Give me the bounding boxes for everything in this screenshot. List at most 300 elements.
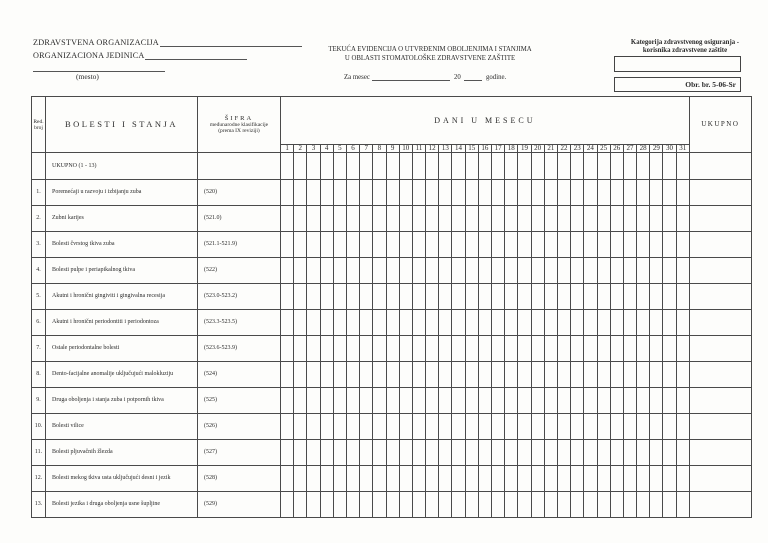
day-entry-cell[interactable]: [544, 284, 557, 310]
day-entry-cell[interactable]: [676, 388, 689, 414]
day-entry-cell[interactable]: [426, 206, 439, 232]
day-entry-cell[interactable]: [281, 362, 294, 388]
day-entry-cell[interactable]: [571, 284, 584, 310]
day-entry-cell[interactable]: [465, 440, 478, 466]
day-entry-cell[interactable]: [597, 153, 610, 180]
row-total-cell[interactable]: [689, 153, 751, 180]
day-entry-cell[interactable]: [584, 258, 597, 284]
day-entry-cell[interactable]: [676, 153, 689, 180]
day-entry-cell[interactable]: [557, 388, 570, 414]
day-entry-cell[interactable]: [597, 440, 610, 466]
day-entry-cell[interactable]: [439, 206, 452, 232]
day-entry-cell[interactable]: [373, 310, 386, 336]
day-entry-cell[interactable]: [531, 440, 544, 466]
day-entry-cell[interactable]: [557, 414, 570, 440]
day-entry-cell[interactable]: [399, 362, 412, 388]
day-entry-cell[interactable]: [663, 466, 676, 492]
day-entry-cell[interactable]: [650, 153, 663, 180]
day-entry-cell[interactable]: [399, 232, 412, 258]
day-entry-cell[interactable]: [320, 310, 333, 336]
day-entry-cell[interactable]: [531, 284, 544, 310]
day-entry-cell[interactable]: [412, 232, 425, 258]
day-entry-cell[interactable]: [333, 362, 346, 388]
day-entry-cell[interactable]: [544, 232, 557, 258]
day-entry-cell[interactable]: [307, 310, 320, 336]
day-entry-cell[interactable]: [637, 336, 650, 362]
day-entry-cell[interactable]: [452, 284, 465, 310]
place-line[interactable]: [33, 71, 165, 72]
day-entry-cell[interactable]: [399, 153, 412, 180]
day-entry-cell[interactable]: [465, 284, 478, 310]
day-entry-cell[interactable]: [373, 232, 386, 258]
day-entry-cell[interactable]: [478, 153, 491, 180]
day-entry-cell[interactable]: [478, 440, 491, 466]
day-entry-cell[interactable]: [399, 466, 412, 492]
day-entry-cell[interactable]: [571, 466, 584, 492]
day-entry-cell[interactable]: [557, 258, 570, 284]
day-entry-cell[interactable]: [439, 336, 452, 362]
day-entry-cell[interactable]: [346, 362, 359, 388]
day-entry-cell[interactable]: [505, 258, 518, 284]
day-entry-cell[interactable]: [333, 258, 346, 284]
day-entry-cell[interactable]: [584, 440, 597, 466]
day-entry-cell[interactable]: [518, 310, 531, 336]
row-total-cell[interactable]: [689, 206, 751, 232]
day-entry-cell[interactable]: [597, 492, 610, 518]
day-entry-cell[interactable]: [505, 362, 518, 388]
day-entry-cell[interactable]: [452, 258, 465, 284]
day-entry-cell[interactable]: [623, 258, 636, 284]
day-entry-cell[interactable]: [610, 362, 623, 388]
day-entry-cell[interactable]: [492, 336, 505, 362]
month-line[interactable]: [372, 80, 450, 81]
day-entry-cell[interactable]: [307, 362, 320, 388]
day-entry-cell[interactable]: [584, 284, 597, 310]
unit-line[interactable]: [145, 59, 247, 60]
day-entry-cell[interactable]: [360, 362, 373, 388]
day-entry-cell[interactable]: [439, 492, 452, 518]
day-entry-cell[interactable]: [307, 206, 320, 232]
day-entry-cell[interactable]: [426, 180, 439, 206]
day-entry-cell[interactable]: [610, 153, 623, 180]
day-entry-cell[interactable]: [452, 414, 465, 440]
day-entry-cell[interactable]: [623, 284, 636, 310]
day-entry-cell[interactable]: [478, 284, 491, 310]
row-total-cell[interactable]: [689, 284, 751, 310]
day-entry-cell[interactable]: [478, 232, 491, 258]
day-entry-cell[interactable]: [557, 310, 570, 336]
day-entry-cell[interactable]: [360, 492, 373, 518]
day-entry-cell[interactable]: [650, 492, 663, 518]
day-entry-cell[interactable]: [373, 388, 386, 414]
day-entry-cell[interactable]: [610, 336, 623, 362]
day-entry-cell[interactable]: [544, 466, 557, 492]
day-entry-cell[interactable]: [346, 180, 359, 206]
day-entry-cell[interactable]: [623, 388, 636, 414]
day-entry-cell[interactable]: [386, 284, 399, 310]
day-entry-cell[interactable]: [637, 466, 650, 492]
day-entry-cell[interactable]: [399, 414, 412, 440]
day-entry-cell[interactable]: [676, 336, 689, 362]
day-entry-cell[interactable]: [294, 180, 307, 206]
day-entry-cell[interactable]: [623, 492, 636, 518]
day-entry-cell[interactable]: [676, 284, 689, 310]
day-entry-cell[interactable]: [426, 310, 439, 336]
day-entry-cell[interactable]: [452, 336, 465, 362]
day-entry-cell[interactable]: [492, 466, 505, 492]
day-entry-cell[interactable]: [294, 388, 307, 414]
day-entry-cell[interactable]: [386, 232, 399, 258]
day-entry-cell[interactable]: [360, 153, 373, 180]
day-entry-cell[interactable]: [663, 180, 676, 206]
day-entry-cell[interactable]: [373, 284, 386, 310]
day-entry-cell[interactable]: [294, 362, 307, 388]
day-entry-cell[interactable]: [505, 466, 518, 492]
day-entry-cell[interactable]: [505, 180, 518, 206]
day-entry-cell[interactable]: [676, 180, 689, 206]
day-entry-cell[interactable]: [281, 153, 294, 180]
day-entry-cell[interactable]: [637, 310, 650, 336]
day-entry-cell[interactable]: [531, 180, 544, 206]
day-entry-cell[interactable]: [571, 232, 584, 258]
row-total-cell[interactable]: [689, 414, 751, 440]
day-entry-cell[interactable]: [663, 388, 676, 414]
day-entry-cell[interactable]: [637, 388, 650, 414]
day-entry-cell[interactable]: [465, 206, 478, 232]
day-entry-cell[interactable]: [399, 258, 412, 284]
day-entry-cell[interactable]: [294, 206, 307, 232]
day-entry-cell[interactable]: [320, 414, 333, 440]
day-entry-cell[interactable]: [571, 206, 584, 232]
day-entry-cell[interactable]: [610, 466, 623, 492]
day-entry-cell[interactable]: [333, 440, 346, 466]
day-entry-cell[interactable]: [373, 206, 386, 232]
day-entry-cell[interactable]: [373, 414, 386, 440]
day-entry-cell[interactable]: [610, 180, 623, 206]
day-entry-cell[interactable]: [637, 258, 650, 284]
day-entry-cell[interactable]: [373, 492, 386, 518]
day-entry-cell[interactable]: [557, 440, 570, 466]
day-entry-cell[interactable]: [544, 206, 557, 232]
day-entry-cell[interactable]: [465, 258, 478, 284]
day-entry-cell[interactable]: [333, 310, 346, 336]
day-entry-cell[interactable]: [623, 232, 636, 258]
day-entry-cell[interactable]: [492, 310, 505, 336]
day-entry-cell[interactable]: [531, 388, 544, 414]
day-entry-cell[interactable]: [320, 362, 333, 388]
day-entry-cell[interactable]: [412, 206, 425, 232]
row-total-cell[interactable]: [689, 440, 751, 466]
day-entry-cell[interactable]: [373, 466, 386, 492]
day-entry-cell[interactable]: [281, 206, 294, 232]
day-entry-cell[interactable]: [531, 153, 544, 180]
day-entry-cell[interactable]: [531, 466, 544, 492]
day-entry-cell[interactable]: [531, 310, 544, 336]
day-entry-cell[interactable]: [294, 284, 307, 310]
day-entry-cell[interactable]: [360, 440, 373, 466]
day-entry-cell[interactable]: [505, 492, 518, 518]
day-entry-cell[interactable]: [650, 440, 663, 466]
day-entry-cell[interactable]: [307, 153, 320, 180]
day-entry-cell[interactable]: [373, 440, 386, 466]
day-entry-cell[interactable]: [346, 310, 359, 336]
day-entry-cell[interactable]: [584, 180, 597, 206]
day-entry-cell[interactable]: [465, 232, 478, 258]
day-entry-cell[interactable]: [531, 336, 544, 362]
day-entry-cell[interactable]: [676, 310, 689, 336]
day-entry-cell[interactable]: [373, 362, 386, 388]
day-entry-cell[interactable]: [478, 466, 491, 492]
day-entry-cell[interactable]: [557, 284, 570, 310]
day-entry-cell[interactable]: [320, 153, 333, 180]
category-input-box[interactable]: [614, 56, 741, 72]
day-entry-cell[interactable]: [650, 232, 663, 258]
day-entry-cell[interactable]: [505, 153, 518, 180]
day-entry-cell[interactable]: [346, 153, 359, 180]
day-entry-cell[interactable]: [478, 206, 491, 232]
day-entry-cell[interactable]: [571, 153, 584, 180]
day-entry-cell[interactable]: [307, 232, 320, 258]
day-entry-cell[interactable]: [478, 362, 491, 388]
day-entry-cell[interactable]: [623, 206, 636, 232]
day-entry-cell[interactable]: [439, 258, 452, 284]
day-entry-cell[interactable]: [294, 466, 307, 492]
day-entry-cell[interactable]: [584, 206, 597, 232]
day-entry-cell[interactable]: [399, 310, 412, 336]
row-total-cell[interactable]: [689, 310, 751, 336]
day-entry-cell[interactable]: [281, 232, 294, 258]
day-entry-cell[interactable]: [571, 258, 584, 284]
day-entry-cell[interactable]: [439, 414, 452, 440]
day-entry-cell[interactable]: [597, 336, 610, 362]
day-entry-cell[interactable]: [597, 362, 610, 388]
day-entry-cell[interactable]: [281, 180, 294, 206]
day-entry-cell[interactable]: [346, 414, 359, 440]
day-entry-cell[interactable]: [294, 232, 307, 258]
day-entry-cell[interactable]: [492, 153, 505, 180]
day-entry-cell[interactable]: [610, 440, 623, 466]
day-entry-cell[interactable]: [426, 440, 439, 466]
day-entry-cell[interactable]: [663, 492, 676, 518]
day-entry-cell[interactable]: [333, 388, 346, 414]
day-entry-cell[interactable]: [294, 440, 307, 466]
day-entry-cell[interactable]: [518, 336, 531, 362]
row-total-cell[interactable]: [689, 388, 751, 414]
day-entry-cell[interactable]: [518, 206, 531, 232]
day-entry-cell[interactable]: [465, 336, 478, 362]
day-entry-cell[interactable]: [623, 310, 636, 336]
day-entry-cell[interactable]: [294, 153, 307, 180]
day-entry-cell[interactable]: [676, 492, 689, 518]
day-entry-cell[interactable]: [610, 388, 623, 414]
day-entry-cell[interactable]: [320, 492, 333, 518]
day-entry-cell[interactable]: [426, 232, 439, 258]
day-entry-cell[interactable]: [597, 180, 610, 206]
day-entry-cell[interactable]: [557, 232, 570, 258]
day-entry-cell[interactable]: [663, 440, 676, 466]
day-entry-cell[interactable]: [439, 232, 452, 258]
day-entry-cell[interactable]: [478, 336, 491, 362]
day-entry-cell[interactable]: [333, 336, 346, 362]
day-entry-cell[interactable]: [492, 388, 505, 414]
day-entry-cell[interactable]: [386, 492, 399, 518]
day-entry-cell[interactable]: [610, 284, 623, 310]
day-entry-cell[interactable]: [333, 153, 346, 180]
day-entry-cell[interactable]: [676, 258, 689, 284]
day-entry-cell[interactable]: [650, 206, 663, 232]
day-entry-cell[interactable]: [518, 258, 531, 284]
day-entry-cell[interactable]: [544, 440, 557, 466]
day-entry-cell[interactable]: [346, 232, 359, 258]
day-entry-cell[interactable]: [478, 492, 491, 518]
day-entry-cell[interactable]: [426, 284, 439, 310]
day-entry-cell[interactable]: [465, 180, 478, 206]
day-entry-cell[interactable]: [426, 414, 439, 440]
org-line[interactable]: [160, 46, 302, 47]
day-entry-cell[interactable]: [452, 180, 465, 206]
day-entry-cell[interactable]: [650, 180, 663, 206]
day-entry-cell[interactable]: [373, 258, 386, 284]
day-entry-cell[interactable]: [663, 258, 676, 284]
day-entry-cell[interactable]: [307, 284, 320, 310]
row-total-cell[interactable]: [689, 232, 751, 258]
day-entry-cell[interactable]: [281, 336, 294, 362]
day-entry-cell[interactable]: [663, 310, 676, 336]
day-entry-cell[interactable]: [518, 466, 531, 492]
day-entry-cell[interactable]: [676, 362, 689, 388]
day-entry-cell[interactable]: [571, 440, 584, 466]
day-entry-cell[interactable]: [584, 232, 597, 258]
day-entry-cell[interactable]: [518, 180, 531, 206]
day-entry-cell[interactable]: [557, 153, 570, 180]
day-entry-cell[interactable]: [281, 388, 294, 414]
day-entry-cell[interactable]: [294, 336, 307, 362]
day-entry-cell[interactable]: [505, 284, 518, 310]
day-entry-cell[interactable]: [333, 232, 346, 258]
day-entry-cell[interactable]: [399, 206, 412, 232]
day-entry-cell[interactable]: [505, 206, 518, 232]
day-entry-cell[interactable]: [373, 153, 386, 180]
day-entry-cell[interactable]: [544, 492, 557, 518]
day-entry-cell[interactable]: [663, 232, 676, 258]
day-entry-cell[interactable]: [663, 362, 676, 388]
day-entry-cell[interactable]: [623, 153, 636, 180]
day-entry-cell[interactable]: [637, 206, 650, 232]
day-entry-cell[interactable]: [333, 206, 346, 232]
day-entry-cell[interactable]: [426, 258, 439, 284]
day-entry-cell[interactable]: [518, 492, 531, 518]
day-entry-cell[interactable]: [492, 232, 505, 258]
day-entry-cell[interactable]: [360, 336, 373, 362]
day-entry-cell[interactable]: [544, 310, 557, 336]
day-entry-cell[interactable]: [346, 258, 359, 284]
day-entry-cell[interactable]: [439, 466, 452, 492]
day-entry-cell[interactable]: [650, 284, 663, 310]
day-entry-cell[interactable]: [610, 258, 623, 284]
day-entry-cell[interactable]: [597, 206, 610, 232]
day-entry-cell[interactable]: [557, 492, 570, 518]
day-entry-cell[interactable]: [412, 466, 425, 492]
day-entry-cell[interactable]: [584, 362, 597, 388]
day-entry-cell[interactable]: [465, 362, 478, 388]
day-entry-cell[interactable]: [610, 232, 623, 258]
day-entry-cell[interactable]: [623, 362, 636, 388]
day-entry-cell[interactable]: [386, 440, 399, 466]
day-entry-cell[interactable]: [465, 310, 478, 336]
day-entry-cell[interactable]: [426, 492, 439, 518]
year-line[interactable]: [464, 80, 482, 81]
day-entry-cell[interactable]: [478, 414, 491, 440]
day-entry-cell[interactable]: [623, 336, 636, 362]
day-entry-cell[interactable]: [360, 258, 373, 284]
day-entry-cell[interactable]: [597, 284, 610, 310]
day-entry-cell[interactable]: [281, 284, 294, 310]
day-entry-cell[interactable]: [465, 466, 478, 492]
day-entry-cell[interactable]: [426, 362, 439, 388]
day-entry-cell[interactable]: [518, 362, 531, 388]
day-entry-cell[interactable]: [584, 466, 597, 492]
day-entry-cell[interactable]: [557, 466, 570, 492]
day-entry-cell[interactable]: [478, 258, 491, 284]
day-entry-cell[interactable]: [439, 180, 452, 206]
row-total-cell[interactable]: [689, 362, 751, 388]
day-entry-cell[interactable]: [294, 492, 307, 518]
day-entry-cell[interactable]: [676, 232, 689, 258]
day-entry-cell[interactable]: [386, 362, 399, 388]
day-entry-cell[interactable]: [360, 414, 373, 440]
day-entry-cell[interactable]: [663, 284, 676, 310]
day-entry-cell[interactable]: [426, 336, 439, 362]
day-entry-cell[interactable]: [637, 362, 650, 388]
day-entry-cell[interactable]: [571, 310, 584, 336]
day-entry-cell[interactable]: [360, 180, 373, 206]
day-entry-cell[interactable]: [610, 414, 623, 440]
day-entry-cell[interactable]: [281, 258, 294, 284]
day-entry-cell[interactable]: [333, 492, 346, 518]
day-entry-cell[interactable]: [544, 414, 557, 440]
day-entry-cell[interactable]: [531, 362, 544, 388]
day-entry-cell[interactable]: [544, 180, 557, 206]
day-entry-cell[interactable]: [346, 440, 359, 466]
day-entry-cell[interactable]: [399, 388, 412, 414]
day-entry-cell[interactable]: [531, 258, 544, 284]
row-total-cell[interactable]: [689, 336, 751, 362]
day-entry-cell[interactable]: [623, 180, 636, 206]
day-entry-cell[interactable]: [373, 180, 386, 206]
day-entry-cell[interactable]: [571, 414, 584, 440]
day-entry-cell[interactable]: [663, 414, 676, 440]
day-entry-cell[interactable]: [320, 336, 333, 362]
day-entry-cell[interactable]: [386, 388, 399, 414]
day-entry-cell[interactable]: [412, 180, 425, 206]
day-entry-cell[interactable]: [452, 232, 465, 258]
day-entry-cell[interactable]: [597, 258, 610, 284]
day-entry-cell[interactable]: [610, 310, 623, 336]
day-entry-cell[interactable]: [518, 153, 531, 180]
day-entry-cell[interactable]: [518, 388, 531, 414]
day-entry-cell[interactable]: [505, 310, 518, 336]
day-entry-cell[interactable]: [676, 414, 689, 440]
day-entry-cell[interactable]: [663, 153, 676, 180]
day-entry-cell[interactable]: [307, 440, 320, 466]
day-entry-cell[interactable]: [346, 206, 359, 232]
day-entry-cell[interactable]: [320, 466, 333, 492]
day-entry-cell[interactable]: [412, 258, 425, 284]
day-entry-cell[interactable]: [465, 388, 478, 414]
day-entry-cell[interactable]: [505, 440, 518, 466]
day-entry-cell[interactable]: [412, 362, 425, 388]
day-entry-cell[interactable]: [571, 388, 584, 414]
